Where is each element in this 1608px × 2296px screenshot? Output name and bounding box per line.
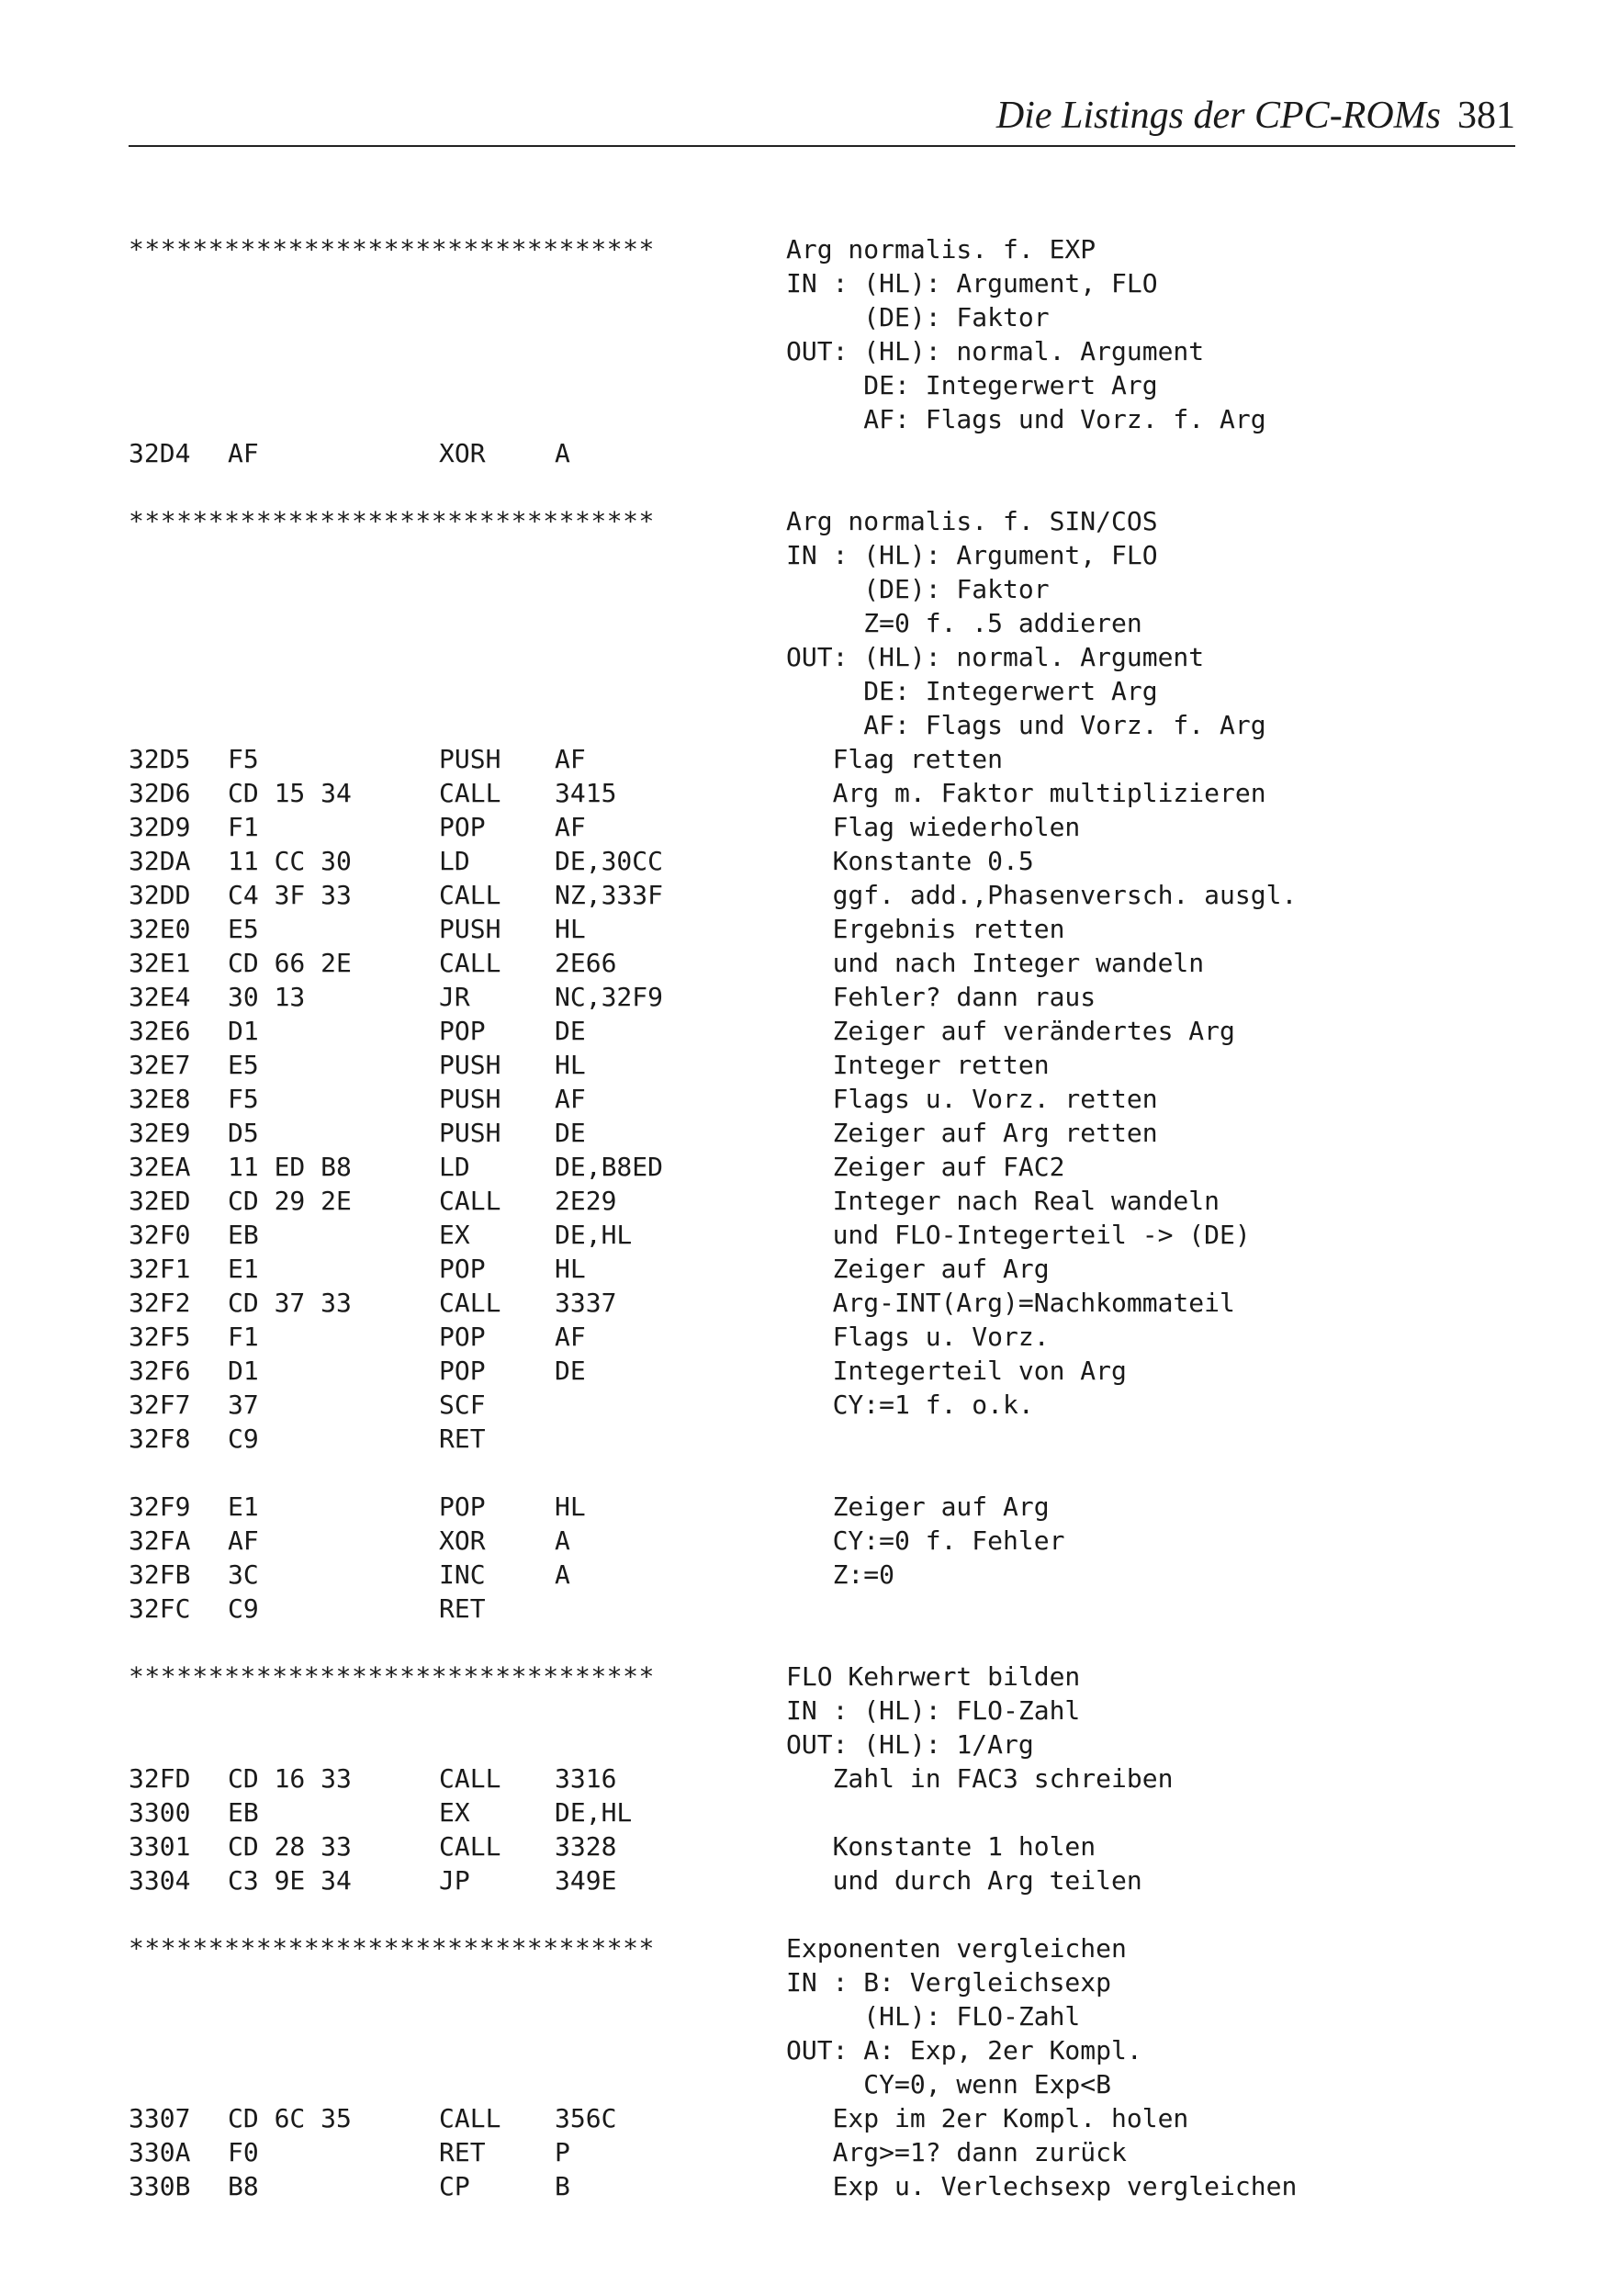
address: 32E6 (129, 1016, 191, 1046)
operand: DE (555, 1118, 586, 1148)
operand: DE,HL (555, 1220, 633, 1250)
comment-line (129, 708, 1488, 742)
opcode-bytes: CD 15 34 (228, 778, 352, 808)
mnemonic: POP (439, 1016, 486, 1046)
address: 32E9 (129, 1118, 191, 1148)
operand: HL (555, 914, 586, 944)
address: 330A (129, 2137, 191, 2167)
comment: Konstante 1 holen (786, 1831, 1096, 1862)
opcode-bytes: E5 (228, 1050, 259, 1080)
comment-line (129, 1694, 1488, 1728)
comment: FLO Kehrwert bilden (786, 1661, 1081, 1692)
listing-spacer (129, 1456, 1488, 1490)
mnemonic: PUSH (439, 1118, 501, 1148)
comment: AF: Flags und Vorz. f. Arg (786, 404, 1266, 434)
comment: OUT: (HL): normal. Argument (786, 642, 1205, 672)
page-number: 381 (1457, 95, 1515, 137)
opcode-bytes: AF (228, 438, 259, 468)
mnemonic: POP (439, 1356, 486, 1386)
address: 32FB (129, 1559, 191, 1590)
operand: HL (555, 1491, 586, 1522)
mnemonic: LD (439, 1152, 470, 1182)
code-line (129, 1490, 1488, 1524)
comment: Zeiger auf Arg (786, 1491, 1050, 1522)
code-line (129, 1014, 1488, 1048)
comment: Z:=0 (786, 1559, 895, 1590)
opcode-bytes: F1 (228, 812, 259, 842)
operand: DE,B8ED (555, 1152, 664, 1182)
mnemonic: EX (439, 1220, 470, 1250)
address: 32ED (129, 1186, 191, 1216)
comment: Exp u. Verlechsexp vergleichen (786, 2171, 1298, 2201)
comment-line (129, 640, 1488, 674)
comment: (HL): FLO-Zahl (786, 2001, 1081, 2032)
code-line (129, 776, 1488, 810)
opcode-bytes: D1 (228, 1016, 259, 1046)
comment: Flag wiederholen (786, 812, 1081, 842)
mnemonic: RET (439, 2137, 486, 2167)
mnemonic: CALL (439, 880, 501, 910)
code-line (129, 810, 1488, 844)
code-line (129, 1218, 1488, 1252)
operand: HL (555, 1050, 586, 1080)
code-line (129, 2101, 1488, 2135)
opcode-bytes: C3 9E 34 (228, 1865, 352, 1896)
address: 32D9 (129, 812, 191, 842)
opcode-bytes: C4 3F 33 (228, 880, 352, 910)
separator-stars: ********************************* (129, 506, 655, 536)
address: 3300 (129, 1797, 191, 1828)
operand: AF (555, 812, 586, 842)
running-head (996, 94, 1515, 138)
comment: Konstante 0.5 (786, 846, 1034, 876)
code-line (129, 878, 1488, 912)
comment: Ergebnis retten (786, 914, 1065, 944)
comment-line (129, 2033, 1488, 2067)
comment-line (129, 1999, 1488, 2033)
comment: DE: Integerwert Arg (786, 676, 1158, 706)
opcode-bytes: D5 (228, 1118, 259, 1148)
comment: IN : (HL): Argument, FLO (786, 268, 1158, 298)
opcode-bytes: CD 37 33 (228, 1288, 352, 1318)
opcode-bytes: F5 (228, 1084, 259, 1114)
opcode-bytes: F5 (228, 744, 259, 774)
chapter-title: Die Listings der CPC-ROMs (995, 95, 1441, 137)
comment: CY:=0 f. Fehler (786, 1525, 1065, 1556)
operand: DE,HL (555, 1797, 633, 1828)
opcode-bytes: 3C (228, 1559, 259, 1590)
address: 3307 (129, 2103, 191, 2133)
address: 32DD (129, 880, 191, 910)
opcode-bytes: E5 (228, 914, 259, 944)
address: 32F1 (129, 1254, 191, 1284)
comment-line (129, 538, 1488, 572)
mnemonic: RET (439, 1424, 486, 1454)
code-line (129, 436, 1488, 470)
comment: Flags u. Vorz. retten (786, 1084, 1158, 1114)
opcode-bytes: 37 (228, 1390, 259, 1420)
assembly-listing (129, 232, 1488, 2203)
address: 32E7 (129, 1050, 191, 1080)
comment: IN : (HL): FLO-Zahl (786, 1695, 1081, 1726)
operand: P (555, 2137, 570, 2167)
address: 32F8 (129, 1424, 191, 1454)
operand: 2E29 (555, 1186, 617, 1216)
mnemonic: POP (439, 1322, 486, 1352)
comment: Arg normalis. f. SIN/COS (786, 506, 1158, 536)
comment: Arg-INT(Arg)=Nachkommateil (786, 1288, 1235, 1318)
address: 32F2 (129, 1288, 191, 1318)
address: 32E0 (129, 914, 191, 944)
comment-line (129, 674, 1488, 708)
mnemonic: PUSH (439, 1050, 501, 1080)
mnemonic: CALL (439, 1288, 501, 1318)
opcode-bytes: EB (228, 1797, 259, 1828)
listing-spacer (129, 470, 1488, 504)
comment: OUT: (HL): 1/Arg (786, 1729, 1034, 1760)
mnemonic: POP (439, 1254, 486, 1284)
code-line (129, 1252, 1488, 1286)
address: 32FD (129, 1763, 191, 1794)
mnemonic: SCF (439, 1390, 486, 1420)
address: 32D4 (129, 438, 191, 468)
code-line (129, 912, 1488, 946)
mnemonic: XOR (439, 438, 486, 468)
operand: NC,32F9 (555, 982, 664, 1012)
operand: A (555, 1559, 570, 1590)
opcode-bytes: C9 (228, 1593, 259, 1624)
code-line (129, 1524, 1488, 1558)
opcode-bytes: CD 6C 35 (228, 2103, 352, 2133)
mnemonic: JR (439, 982, 470, 1012)
listing-spacer (129, 1626, 1488, 1660)
opcode-bytes: E1 (228, 1491, 259, 1522)
mnemonic: CALL (439, 948, 501, 978)
code-line (129, 946, 1488, 980)
comment-line (129, 2067, 1488, 2101)
comment: IN : B: Vergleichsexp (786, 1967, 1112, 1998)
operand: 3415 (555, 778, 617, 808)
code-line (129, 1150, 1488, 1184)
code-line (129, 742, 1488, 776)
mnemonic: CALL (439, 1831, 501, 1862)
code-line (129, 1761, 1488, 1795)
opcode-bytes: F0 (228, 2137, 259, 2167)
comment: CY:=1 f. o.k. (786, 1390, 1034, 1420)
opcode-bytes: D1 (228, 1356, 259, 1386)
mnemonic: XOR (439, 1525, 486, 1556)
address: 32FA (129, 1525, 191, 1556)
opcode-bytes: AF (228, 1525, 259, 1556)
address: 32F5 (129, 1322, 191, 1352)
code-line (129, 1354, 1488, 1388)
opcode-bytes: E1 (228, 1254, 259, 1284)
operand: DE,30CC (555, 846, 664, 876)
code-line (129, 1286, 1488, 1320)
address: 32E1 (129, 948, 191, 978)
comment-line (129, 606, 1488, 640)
mnemonic: CALL (439, 2103, 501, 2133)
code-line (129, 1320, 1488, 1354)
comment: Arg m. Faktor multiplizieren (786, 778, 1266, 808)
address: 32D5 (129, 744, 191, 774)
code-line (129, 1048, 1488, 1082)
mnemonic: PUSH (439, 744, 501, 774)
address: 32E4 (129, 982, 191, 1012)
opcode-bytes: CD 28 33 (228, 1831, 352, 1862)
operand: AF (555, 1322, 586, 1352)
operand: 356C (555, 2103, 617, 2133)
comment: Fehler? dann raus (786, 982, 1096, 1012)
address: 3304 (129, 1865, 191, 1896)
mnemonic: POP (439, 812, 486, 842)
section-header-row (129, 232, 1488, 266)
section-header-row (129, 1660, 1488, 1694)
code-line (129, 1422, 1488, 1456)
comment: (DE): Faktor (786, 302, 1050, 332)
mnemonic: RET (439, 1593, 486, 1624)
code-line (129, 1116, 1488, 1150)
comment-line (129, 402, 1488, 436)
operand: 3337 (555, 1288, 617, 1318)
comment: Z=0 f. .5 addieren (786, 608, 1142, 638)
operand: A (555, 438, 570, 468)
address: 32DA (129, 846, 191, 876)
comment: (DE): Faktor (786, 574, 1050, 604)
mnemonic: CALL (439, 778, 501, 808)
address: 32EA (129, 1152, 191, 1182)
code-line (129, 1558, 1488, 1592)
operand: A (555, 1525, 570, 1556)
comment-line (129, 300, 1488, 334)
operand: B (555, 2171, 570, 2201)
code-line (129, 1863, 1488, 1897)
comment: und FLO-Integerteil -> (DE) (786, 1220, 1251, 1250)
mnemonic: CP (439, 2171, 470, 2201)
opcode-bytes: F1 (228, 1322, 259, 1352)
mnemonic: POP (439, 1491, 486, 1522)
opcode-bytes: 11 ED B8 (228, 1152, 352, 1182)
comment: Arg normalis. f. EXP (786, 234, 1096, 264)
mnemonic: JP (439, 1865, 470, 1896)
comment: OUT: A: Exp, 2er Kompl. (786, 2035, 1142, 2065)
address: 32F7 (129, 1390, 191, 1420)
code-line (129, 1592, 1488, 1626)
code-line (129, 844, 1488, 878)
comment: Zahl in FAC3 schreiben (786, 1763, 1174, 1794)
code-line (129, 1082, 1488, 1116)
operand: AF (555, 1084, 586, 1114)
opcode-bytes: 11 CC 30 (228, 846, 352, 876)
code-line (129, 1795, 1488, 1829)
mnemonic: INC (439, 1559, 486, 1590)
comment: IN : (HL): Argument, FLO (786, 540, 1158, 570)
operand: DE (555, 1356, 586, 1386)
code-line (129, 2169, 1488, 2203)
opcode-bytes: B8 (228, 2171, 259, 2201)
section-header-row (129, 1931, 1488, 1965)
operand: AF (555, 744, 586, 774)
comment: Zeiger auf Arg (786, 1254, 1050, 1284)
comment: und nach Integer wandeln (786, 948, 1205, 978)
address: 32F6 (129, 1356, 191, 1386)
comment: Integer retten (786, 1050, 1050, 1080)
section-header-row (129, 504, 1488, 538)
operand: 349E (555, 1865, 617, 1896)
opcode-bytes: C9 (228, 1424, 259, 1454)
comment: AF: Flags und Vorz. f. Arg (786, 710, 1266, 740)
address: 32E8 (129, 1084, 191, 1114)
comment: CY=0, wenn Exp<B (786, 2069, 1112, 2099)
comment-line (129, 368, 1488, 402)
mnemonic: CALL (439, 1763, 501, 1794)
opcode-bytes: CD 16 33 (228, 1763, 352, 1794)
comment: Arg>=1? dann zurück (786, 2137, 1127, 2167)
separator-stars: ********************************* (129, 1933, 655, 1964)
code-line (129, 1184, 1488, 1218)
comment: und durch Arg teilen (786, 1865, 1142, 1896)
opcode-bytes: CD 29 2E (228, 1186, 352, 1216)
address: 330B (129, 2171, 191, 2201)
comment-line (129, 572, 1488, 606)
address: 32F0 (129, 1220, 191, 1250)
operand: NZ,333F (555, 880, 664, 910)
comment-line (129, 1728, 1488, 1761)
comment: Zeiger auf FAC2 (786, 1152, 1065, 1182)
comment: DE: Integerwert Arg (786, 370, 1158, 400)
mnemonic: CALL (439, 1186, 501, 1216)
comment: Integer nach Real wandeln (786, 1186, 1220, 1216)
comment: Integerteil von Arg (786, 1356, 1127, 1386)
separator-stars: ********************************* (129, 234, 655, 264)
mnemonic: PUSH (439, 914, 501, 944)
operand: 2E66 (555, 948, 617, 978)
comment: Exp im 2er Kompl. holen (786, 2103, 1189, 2133)
code-line (129, 1388, 1488, 1422)
comment-line (129, 334, 1488, 368)
address: 32F9 (129, 1491, 191, 1522)
address: 32FC (129, 1593, 191, 1624)
opcode-bytes: EB (228, 1220, 259, 1250)
opcode-bytes: 30 13 (228, 982, 306, 1012)
comment-line (129, 266, 1488, 300)
mnemonic: PUSH (439, 1084, 501, 1114)
page-header (129, 90, 1515, 147)
comment: Flag retten (786, 744, 1004, 774)
operand: HL (555, 1254, 586, 1284)
mnemonic: LD (439, 846, 470, 876)
address: 32D6 (129, 778, 191, 808)
comment: Exponenten vergleichen (786, 1933, 1127, 1964)
comment: Zeiger auf verändertes Arg (786, 1016, 1235, 1046)
code-line (129, 2135, 1488, 2169)
separator-stars: ********************************* (129, 1661, 655, 1692)
comment: Flags u. Vorz. (786, 1322, 1050, 1352)
code-line (129, 980, 1488, 1014)
comment-line (129, 1965, 1488, 1999)
operand: 3328 (555, 1831, 617, 1862)
address: 3301 (129, 1831, 191, 1862)
comment: ggf. add.,Phasenversch. ausgl. (786, 880, 1298, 910)
comment: Zeiger auf Arg retten (786, 1118, 1158, 1148)
opcode-bytes: CD 66 2E (228, 948, 352, 978)
code-line (129, 1829, 1488, 1863)
operand: 3316 (555, 1763, 617, 1794)
mnemonic: EX (439, 1797, 470, 1828)
operand: DE (555, 1016, 586, 1046)
listing-spacer (129, 1897, 1488, 1931)
comment: OUT: (HL): normal. Argument (786, 336, 1205, 366)
